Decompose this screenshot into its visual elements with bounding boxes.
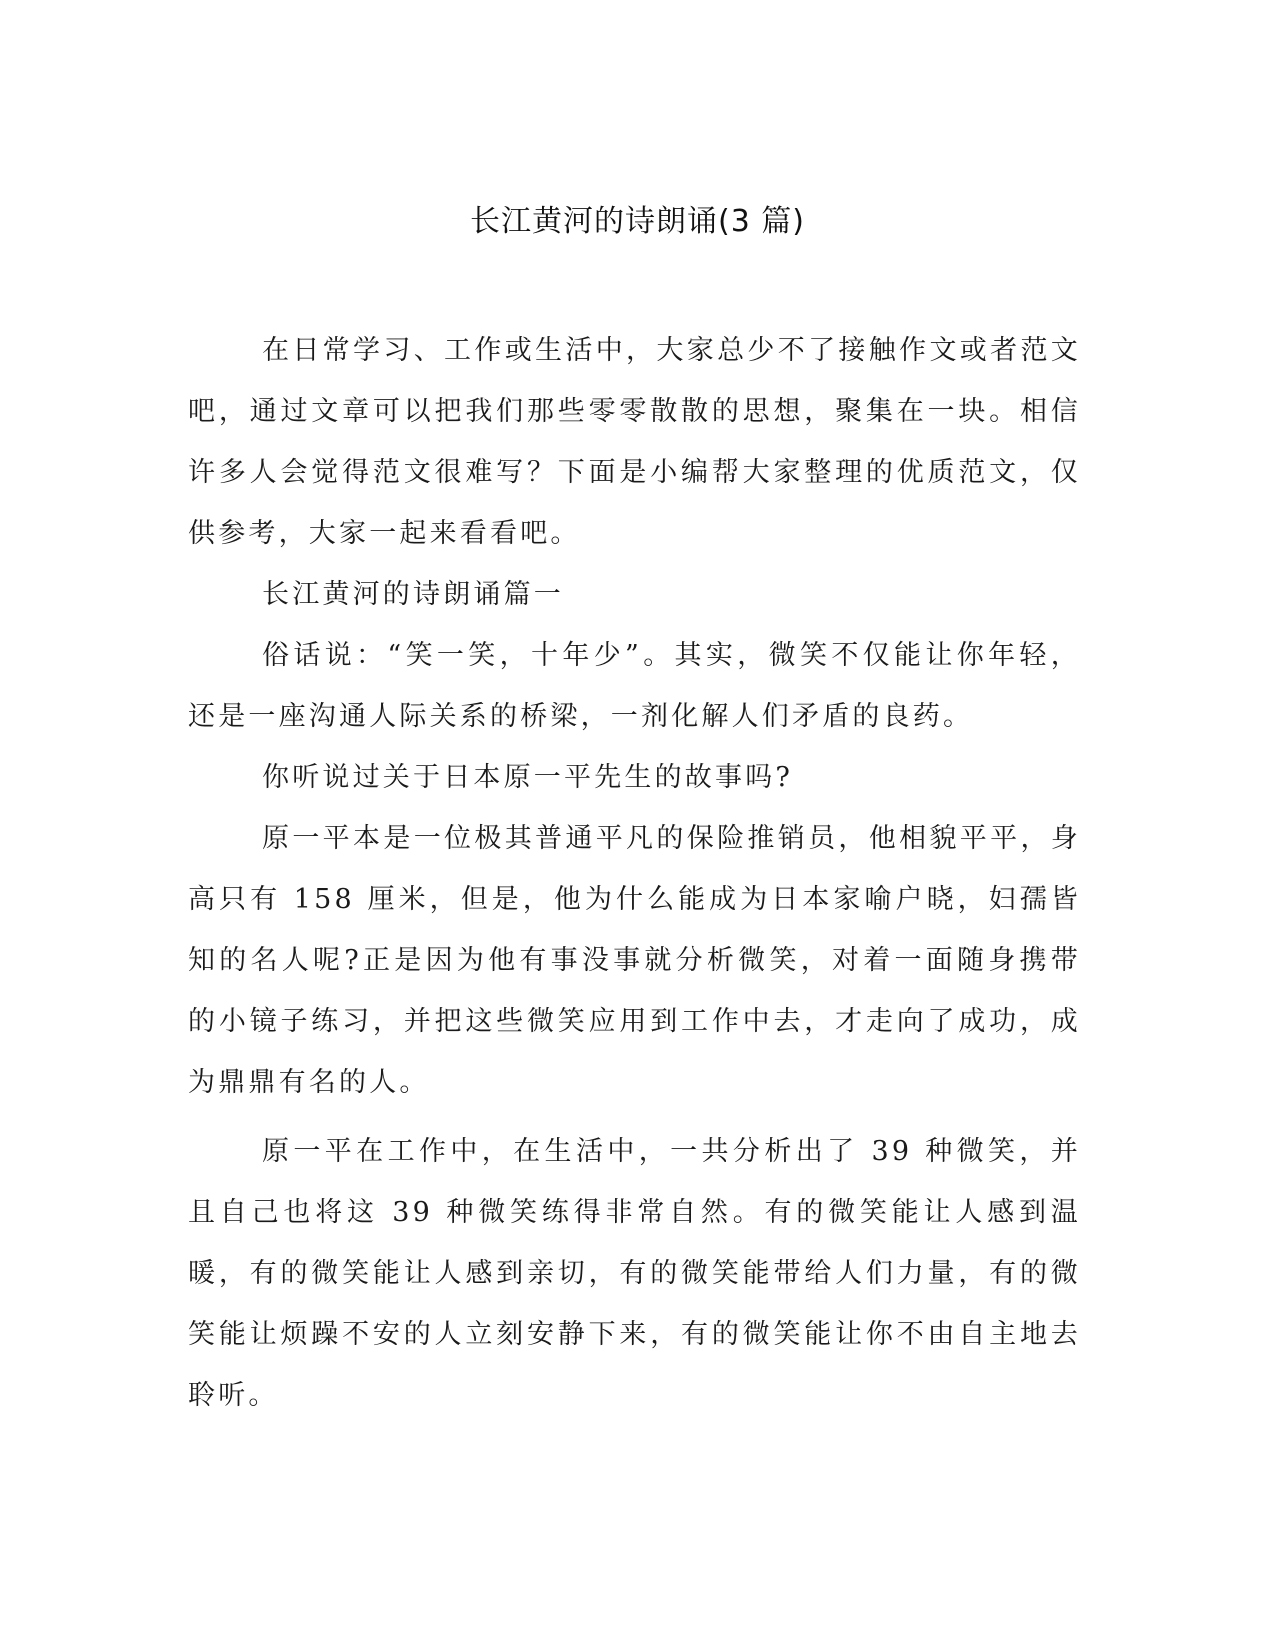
body-paragraph: 你听说过关于日本原一平先生的故事吗? bbox=[262, 762, 794, 793]
section-heading: 长江黄河的诗朗诵篇一 bbox=[262, 579, 564, 610]
document-body bbox=[188, 320, 1081, 1426]
body-paragraph: 原一平本是一位极其普通平凡的保险推销员，他相貌平平，身高只有 158 厘米，但是，他为什么能成为日本家喻户晓，妇孺皆知的名人呢?正是因为他有事没事就分析微笑，对着一面随身携带的小镜子练习，并把这些微笑应用到工作中去，才走向了成功，成为鼎鼎有名的人。 bbox=[188, 823, 1081, 1098]
intro-paragraph: 在日常学习、工作或生活中，大家总少不了接触作文或者范文吧，通过文章可以把我们那些零零散散的思想，聚集在一块。相信许多人会觉得范文很难写？下面是小编帮大家整理的优质范文，仅供参考，大家一起来看看吧。 bbox=[188, 335, 1081, 549]
body-paragraph: 俗话说：“笑一笑，十年少”。其实，微笑不仅能让你年轻，还是一座沟通人际关系的桥梁，一剂化解人们矛盾的良药。 bbox=[188, 640, 1081, 732]
document-title: 长江黄河的诗朗诵(3 篇) bbox=[469, 204, 806, 239]
body-paragraph: 原一平在工作中，在生活中，一共分析出了 39 种微笑，并且自己也将这 39 种微笑练得非常自然。有的微笑能让人感到温暖，有的微笑能让人感到亲切，有的微笑能带给人们力量，有的微笑能让烦躁不安的人立刻安静下来，有的微笑能让你不由自主地去聆听。 bbox=[188, 1136, 1081, 1411]
